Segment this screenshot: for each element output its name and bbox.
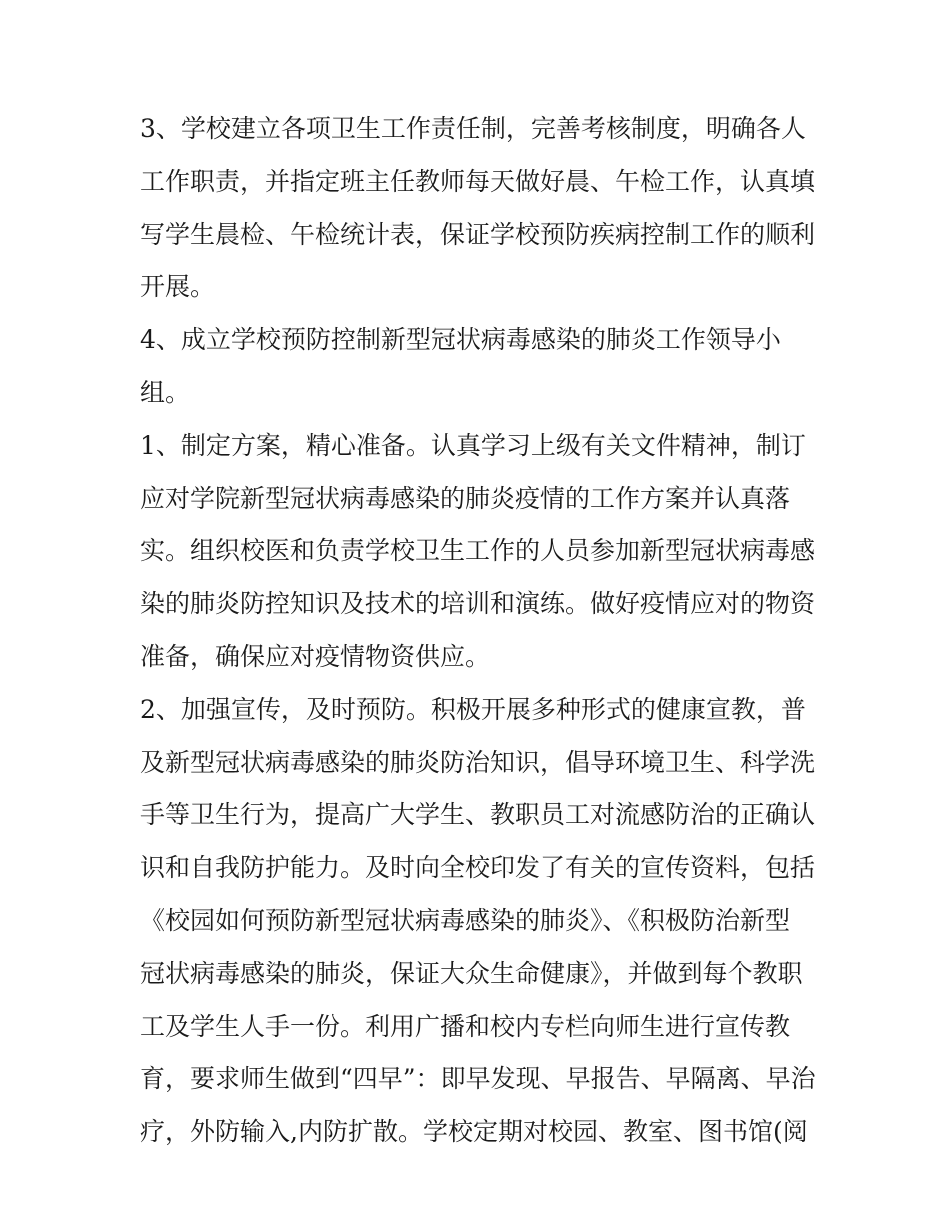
text-line-14: 手等卫生行为，提高广大学生、教职员工对流感防治的正确认 <box>140 800 816 830</box>
text-line-9: 实。组织校医和负责学校卫生工作的人员参加新型冠状病毒感 <box>140 536 816 566</box>
text-line-5: 4、成立学校预防控制新型冠状病毒感染的肺炎工作领导小 <box>140 325 781 355</box>
text-line-4: 开展。 <box>140 272 216 302</box>
text-line-13: 及新型冠状病毒感染的肺炎防治知识，倡导环境卫生、科学洗 <box>140 747 816 777</box>
text-line-18: 工及学生人手一份。利用广播和校内专栏向师生进行宣传教 <box>140 1011 791 1041</box>
text-line-11: 准备，确保应对疫情物资供应。 <box>140 641 491 671</box>
text-line-16: 《校园如何预防新型冠状病毒感染的肺炎》、《积极防治新型 <box>140 905 791 935</box>
text-line-19: 育，要求师生做到“四早”：即早发现、早报告、早隔离、早治 <box>140 1064 816 1094</box>
text-line-6: 组。 <box>140 377 191 407</box>
text-line-12: 2、加强宣传，及时预防。积极开展多种形式的健康宣教，普 <box>140 694 806 724</box>
text-line-17: 冠状病毒感染的肺炎，保证大众生命健康》，并做到每个教职 <box>140 958 803 988</box>
text-line-20: 疗，外防输入,内防扩散。学校定期对校园、教室、图书馆(阅 <box>140 1117 808 1147</box>
text-line-2: 工作职责，并指定班主任教师每天做好晨、午检工作，认真填 <box>140 166 816 196</box>
text-line-1: 3、学校建立各项卫生工作责任制，完善考核制度，明确各人 <box>140 114 806 143</box>
document-body <box>140 103 830 1159</box>
text-line-7: 1、制定方案，精心准备。认真学习上级有关文件精神，制订 <box>140 430 806 460</box>
text-line-3: 写学生晨检、午检统计表，保证学校预防疾病控制工作的顺利 <box>140 219 816 249</box>
text-line-8: 应对学院新型冠状病毒感染的肺炎疫情的工作方案并认真落 <box>140 483 791 513</box>
text-line-10: 染的肺炎防控知识及技术的培训和演练。做好疫情应对的物资 <box>140 589 816 619</box>
text-line-15: 识和自我防护能力。及时向全校印发了有关的宣传资料，包括 <box>140 853 816 883</box>
